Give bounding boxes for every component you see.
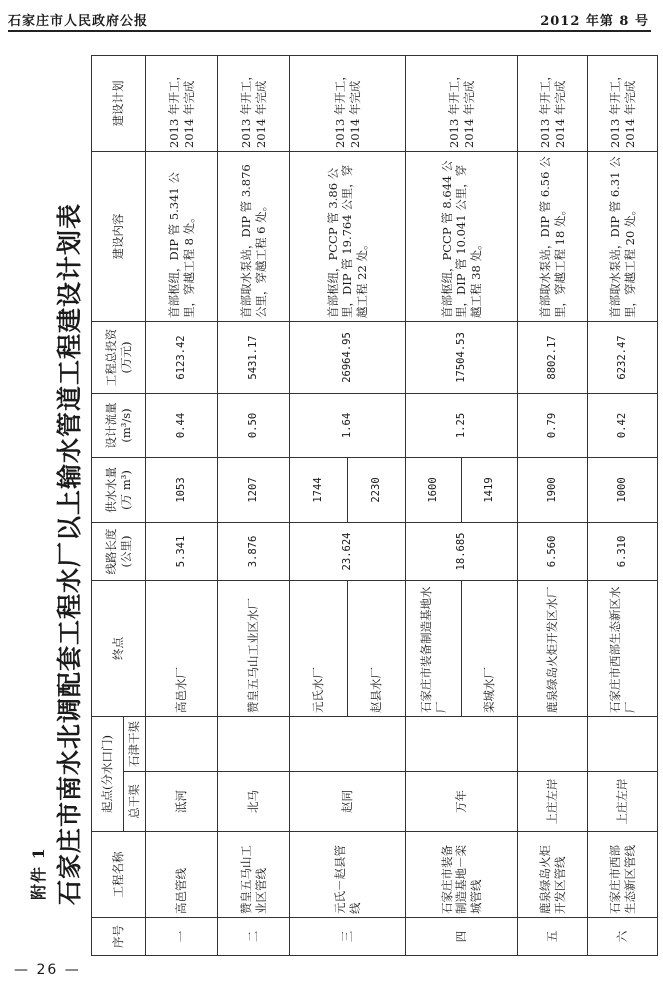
row-supply: 1600 xyxy=(406,457,462,522)
row-end: 元氏水厂 xyxy=(290,580,348,716)
header-flow: 设计流量 (m³/s) xyxy=(92,393,146,457)
row-end: 高邑水厂 xyxy=(146,580,218,716)
row-content: 首部枢纽，PCCP 管 8.644 公里，DIP 管 10.041 公里，穿越工程 38 处。 xyxy=(406,151,518,321)
row-length: 18.685 xyxy=(406,522,518,580)
row-end: 石家庄市西部生态新区水厂 xyxy=(588,580,658,716)
row-supply: 1744 xyxy=(290,457,348,522)
row-start-shijin xyxy=(218,716,290,771)
row-flow: 1.64 xyxy=(290,393,406,457)
row-name: 高邑管线 xyxy=(146,832,218,918)
row-content: 首部枢纽，DIP 管 5.341 公里，穿越工程 8 处。 xyxy=(146,151,218,321)
table-row xyxy=(518,55,588,955)
header-seq: 序号 xyxy=(92,918,146,956)
row-length: 23.624 xyxy=(290,522,406,580)
row-seq: 四 xyxy=(406,918,518,956)
row-invest: 26964.95 xyxy=(290,321,406,393)
row-flow: 0.42 xyxy=(588,393,658,457)
row-end: 栾城水厂 xyxy=(462,580,518,716)
row-supply: 1053 xyxy=(146,457,218,522)
row-length: 6.310 xyxy=(588,522,658,580)
row-name: 元氏－赵县管线 xyxy=(290,832,406,918)
row-start-main: 上庄左岸 xyxy=(588,772,658,832)
row-invest: 5431.17 xyxy=(218,321,290,393)
gazette-name: 石家庄市人民政府公报 xyxy=(8,14,149,29)
row-start-shijin xyxy=(406,716,518,771)
row-name: 赞皇五马山工业区管线 xyxy=(218,832,290,918)
table-row xyxy=(588,55,658,955)
document-title: 石家庄市南水北调配套工程水厂以上输水管道工程建设计划表 xyxy=(55,202,84,905)
issue-number: 2012 年第 8 号 xyxy=(540,14,649,29)
header-name: 工程名称 xyxy=(92,832,146,918)
row-flow: 0.44 xyxy=(146,393,218,457)
row-invest: 6232.47 xyxy=(588,321,658,393)
row-start-main: 万年 xyxy=(406,772,518,832)
row-seq: 二 xyxy=(218,918,290,956)
page-header xyxy=(8,8,651,32)
rotated-table-container xyxy=(91,56,651,956)
row-invest: 6123.42 xyxy=(146,321,218,393)
row-start-shijin xyxy=(588,716,658,771)
row-start-main: 赵同 xyxy=(290,772,406,832)
row-content: 首部取水泵站，DIP 管 6.56 公里，穿越工程 18 处。 xyxy=(518,151,588,321)
header-invest: 工程总投资 (万元) xyxy=(92,321,146,393)
row-end: 赵县水厂 xyxy=(348,580,406,716)
row-end: 石家庄市装备制造基地水厂 xyxy=(406,580,462,716)
header-length: 线路长度 (公里) xyxy=(92,522,146,580)
row-start-main: 泜河 xyxy=(146,772,218,832)
row-name: 石家庄市装备制造基地－栾城管线 xyxy=(406,832,518,918)
row-seq: 三 xyxy=(290,918,406,956)
page-number: — 26 — xyxy=(14,962,81,978)
row-supply: 2230 xyxy=(348,457,406,522)
row-invest: 17504.53 xyxy=(406,321,518,393)
row-plan: 2013 年开工，2014 年完成 xyxy=(290,55,406,151)
row-plan: 2013 年开工，2014 年完成 xyxy=(406,55,518,151)
row-name: 石家庄市西部生态新区管线 xyxy=(588,832,658,918)
header-supply: 供水水量 (万 m³) xyxy=(92,457,146,522)
row-plan: 2013 年开工，2014 年完成 xyxy=(146,55,218,151)
row-start-main: 北马 xyxy=(218,772,290,832)
row-seq: 一 xyxy=(146,918,218,956)
row-end: 鹿泉绿岛火炬开发区水厂 xyxy=(518,580,588,716)
row-seq: 六 xyxy=(588,918,658,956)
row-start-shijin xyxy=(290,716,406,771)
header-plan: 建设计划 xyxy=(92,55,146,151)
header-end: 终点 xyxy=(92,580,146,716)
table-row xyxy=(290,55,348,955)
row-length: 5.341 xyxy=(146,522,218,580)
table-row xyxy=(146,55,218,955)
header-content: 建设内容 xyxy=(92,151,146,321)
header-start: 起点(分水口门) xyxy=(92,716,124,831)
row-supply: 1207 xyxy=(218,457,290,522)
row-plan: 2013 年开工，2014 年完成 xyxy=(588,55,658,151)
row-plan: 2013 年开工，2014 年完成 xyxy=(518,55,588,151)
row-supply: 1000 xyxy=(588,457,658,522)
table-row xyxy=(406,55,462,955)
row-content: 首部取水泵站，DIP 管 6.31 公里，穿越工程 20 处。 xyxy=(588,151,658,321)
attachment-label: 附件 1 xyxy=(29,847,48,900)
row-flow: 0.79 xyxy=(518,393,588,457)
row-invest: 8802.17 xyxy=(518,321,588,393)
row-plan: 2013 年开工，2014 年完成 xyxy=(218,55,290,151)
row-length: 3.876 xyxy=(218,522,290,580)
table-row xyxy=(218,55,290,955)
row-start-shijin xyxy=(146,716,218,771)
row-start-main: 上庄左岸 xyxy=(518,772,588,832)
row-supply: 1900 xyxy=(518,457,588,522)
row-end: 赞皇五马山工业区水厂 xyxy=(218,580,290,716)
row-content: 首部取水泵站，DIP 管 3.876 公里，穿越工程 6 处。 xyxy=(218,151,290,321)
header-start-shijin-canal: 石津干渠 xyxy=(124,716,146,771)
row-start-shijin xyxy=(518,716,588,771)
header-start-main-canal: 总干渠 xyxy=(124,772,146,832)
row-seq: 五 xyxy=(518,918,588,956)
row-content: 首部枢纽，PCCP 管 3.86 公里，DIP 管 19.764 公里，穿越工程 22 处。 xyxy=(290,151,406,321)
row-name: 鹿泉绿岛火炬开发区管线 xyxy=(518,832,588,918)
row-flow: 0.50 xyxy=(218,393,290,457)
row-supply: 1419 xyxy=(462,457,518,522)
row-length: 6.560 xyxy=(518,522,588,580)
row-flow: 1.25 xyxy=(406,393,518,457)
construction-plan-table xyxy=(91,55,658,956)
